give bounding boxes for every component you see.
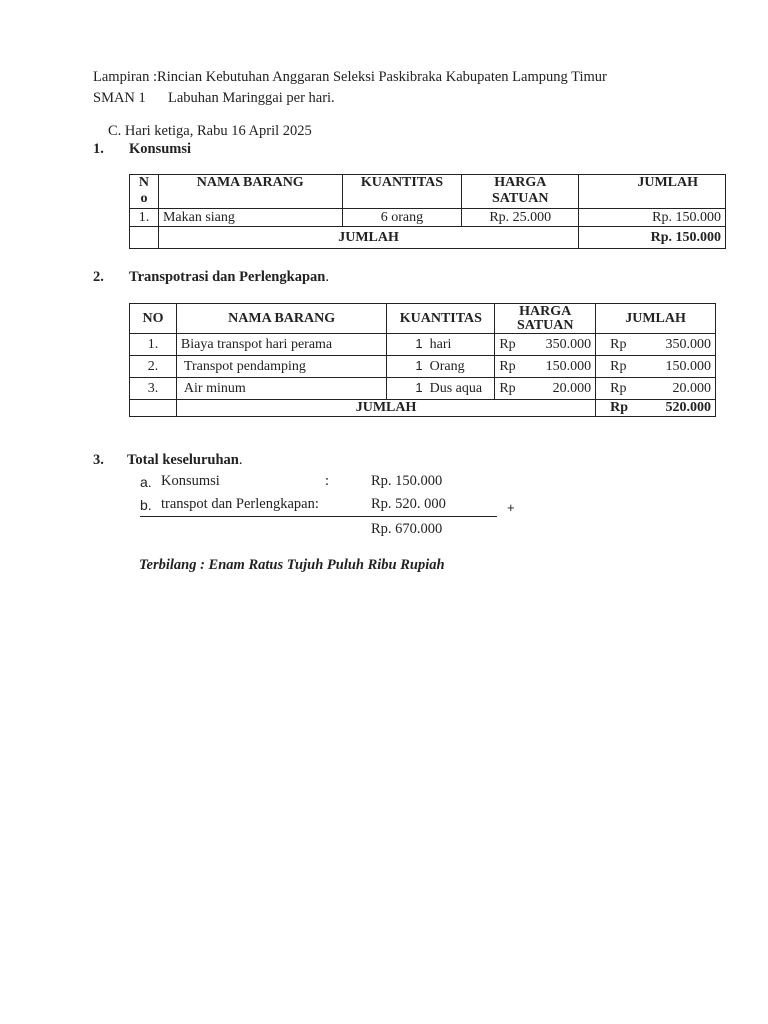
section-3-number: 3.	[93, 452, 104, 468]
col-header-total: JUMLAH	[596, 304, 716, 334]
amount-in-words: Terbilang : Enam Ratus Tujuh Puluh Ribu Rupiah	[139, 557, 445, 573]
row-no: 1.	[130, 334, 177, 356]
table-footer	[130, 227, 726, 249]
total-item-value: Rp. 150.000	[371, 473, 443, 489]
section-2-title-suffix: .	[325, 269, 329, 285]
row-no: 1.	[130, 209, 159, 227]
total-item-value: Rp. 520. 000	[371, 496, 446, 512]
total-item-label: Konsumsi	[161, 473, 220, 489]
footer-total: Rp. 150.000	[579, 227, 726, 249]
row-qty: 1 Dus aqua	[387, 378, 495, 400]
section-3-title: Total keseluruhan	[127, 452, 239, 468]
row-qty: 6 orang	[342, 209, 462, 227]
col-header-total: JUMLAH	[579, 175, 726, 209]
table-row	[130, 334, 716, 356]
plus-sign: +	[507, 500, 515, 515]
col-header-no: N o	[130, 175, 159, 209]
header-line-1: Lampiran :Rincian Kebutuhan Anggaran Seleksi Paskibraka Kabupaten Lampung Timur	[93, 69, 607, 85]
grand-total: Rp. 670.000	[371, 521, 443, 537]
header-school: SMAN 1	[93, 90, 146, 106]
section-2-number: 2.	[93, 269, 104, 285]
footer-label: JUMLAH	[176, 400, 595, 417]
section-1-title: Konsumsi	[129, 141, 192, 157]
row-item: Air minum	[176, 378, 386, 400]
col-header-price: HARGA SATUAN	[495, 304, 596, 334]
transport-table	[129, 303, 716, 417]
total-item-colon: :	[325, 473, 330, 489]
day-heading: C. Hari ketiga, Rabu 16 April 2025	[108, 123, 312, 139]
table-row	[130, 209, 726, 227]
table-row	[130, 378, 716, 400]
row-item: Biaya transpot hari perama	[176, 334, 386, 356]
sum-divider	[140, 516, 497, 517]
col-header-item: NAMA BARANG	[176, 304, 386, 334]
section-1-number: 1.	[93, 141, 104, 157]
table-footer	[130, 400, 716, 417]
section-3-title-suffix: .	[238, 452, 243, 468]
table-row	[130, 356, 716, 378]
row-total: Rp 150.000	[596, 356, 716, 378]
consumption-table	[129, 174, 726, 249]
col-header-price: HARGA SATUAN	[462, 175, 579, 209]
section-3-title-wrap	[127, 452, 243, 469]
row-price: Rp 350.000	[495, 334, 596, 356]
col-header-no: NO	[130, 304, 177, 334]
footer-label: JUMLAH	[158, 227, 578, 249]
total-item-letter: b.	[140, 497, 152, 513]
row-total: Rp. 150.000	[579, 209, 726, 227]
total-item-letter: a.	[140, 474, 152, 490]
total-item-label: transpot dan Perlengkapan:	[161, 496, 319, 512]
col-header-item: NAMA BARANG	[158, 175, 342, 209]
row-price: Rp. 25.000	[462, 209, 579, 227]
footer-total: Rp 520.000	[596, 400, 716, 417]
row-item: Transpot pendamping	[176, 356, 386, 378]
row-no: 3.	[130, 378, 177, 400]
row-total: Rp 350.000	[596, 334, 716, 356]
col-header-qty: KUANTITAS	[387, 304, 495, 334]
row-price: Rp 20.000	[495, 378, 596, 400]
row-item: Makan siang	[158, 209, 342, 227]
section-2-title-wrap	[129, 269, 329, 286]
row-qty: 1 hari	[387, 334, 495, 356]
header-location: Labuhan Maringgai per hari.	[168, 90, 335, 106]
row-qty: 1 Orang	[387, 356, 495, 378]
row-price: Rp 150.000	[495, 356, 596, 378]
row-no: 2.	[130, 356, 177, 378]
col-header-qty: KUANTITAS	[342, 175, 462, 209]
row-total: Rp 20.000	[596, 378, 716, 400]
section-2-title: Transpotrasi dan Perlengkapan	[129, 269, 326, 285]
